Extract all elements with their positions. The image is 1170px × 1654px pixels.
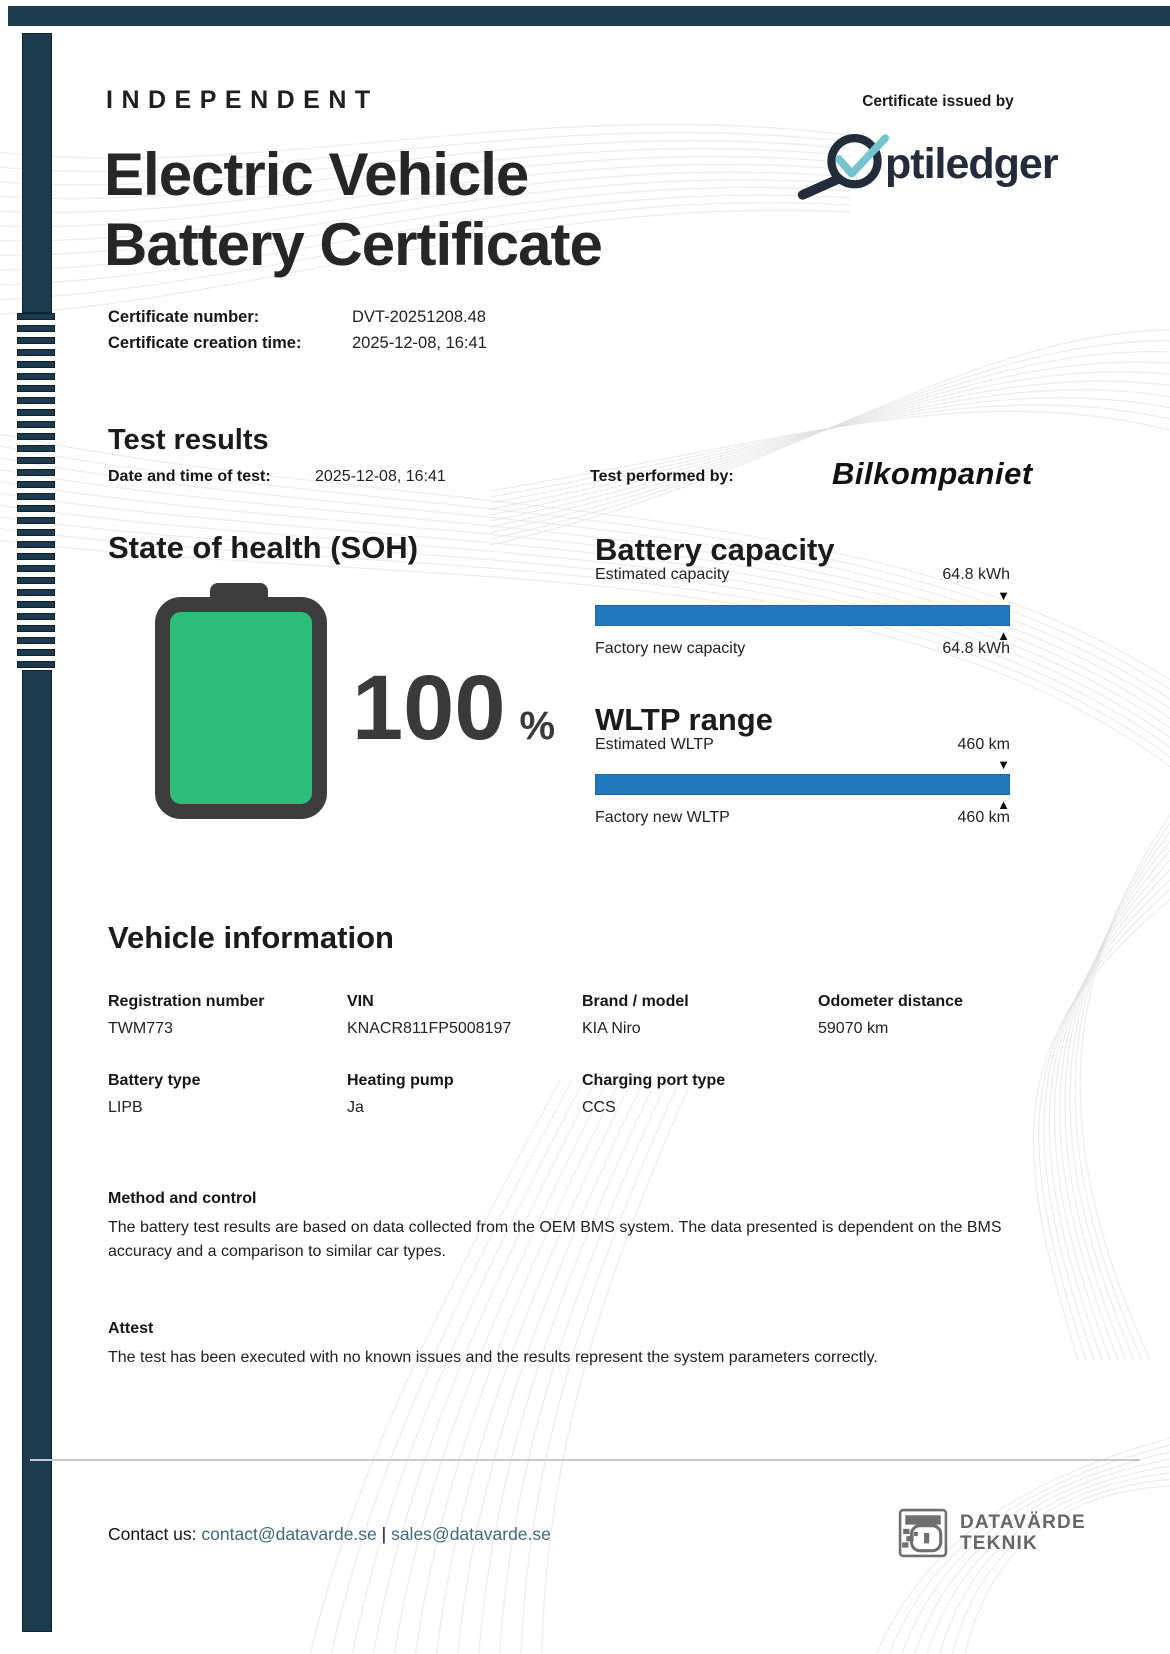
field-value: 59070 km [818, 1020, 889, 1037]
page-title-line1: Electric Vehicle [104, 141, 529, 208]
estimated-capacity-label: Estimated capacity [595, 566, 730, 583]
rail-stripe [17, 529, 55, 536]
soh-value [352, 657, 556, 759]
datavarde-line1: DATAVÄRDE [960, 1512, 1086, 1533]
rail-stripe [17, 661, 55, 668]
rail-stripe [17, 589, 55, 596]
footer-divider [30, 1459, 1140, 1461]
rail-stripe [17, 553, 55, 560]
field-label: Brand / model [582, 993, 689, 1010]
rail-stripe [17, 457, 55, 464]
sales-email-link[interactable]: sales@datavarde.se [391, 1524, 551, 1544]
rail-stripe [17, 577, 55, 584]
rail-stripe [17, 385, 55, 392]
soh-number: 100 [352, 657, 506, 759]
rail-stripe [17, 445, 55, 452]
rail-stripe [17, 625, 55, 632]
rail-stripe [17, 373, 55, 380]
vehicle-field [347, 993, 582, 1038]
vehicle-field [582, 993, 818, 1038]
test-results-heading: Test results [108, 424, 269, 456]
estimated-capacity-value: 64.8 kWh [942, 566, 1010, 583]
rail-stripe [17, 397, 55, 404]
issued-by-label: Certificate issued by [862, 93, 1014, 110]
rail-stripe [17, 361, 55, 368]
field-label: Heating pump [347, 1072, 454, 1089]
field-value: TWM773 [108, 1020, 173, 1037]
method-text: The battery test results are based on data collected from the OEM BMS system. The data presented is dependent on the BMS accuracy and a comparison to similar car types. [108, 1219, 1002, 1260]
rail-stripe [17, 517, 55, 524]
rail-stripe [17, 409, 55, 416]
method-heading: Method and control [108, 1190, 257, 1207]
certificate-number-value: DVT-20251208.48 [352, 308, 486, 326]
rail-stripe [17, 541, 55, 548]
optiledger-logo [793, 131, 1058, 201]
field-value: KNACR811FP5008197 [347, 1020, 512, 1037]
rail-stripe [17, 337, 55, 344]
attest-heading: Attest [108, 1320, 154, 1337]
marker-up-icon: ▲ [997, 628, 1010, 643]
field-label: Charging port type [582, 1072, 726, 1089]
datavarde-logo [898, 1508, 1086, 1558]
field-value: KIA Niro [582, 1020, 641, 1037]
rail-stripe [17, 325, 55, 332]
factory-wltp-label: Factory new WLTP [595, 809, 730, 826]
factory-capacity-label: Factory new capacity [595, 640, 746, 657]
datavarde-line2: TEKNIK [960, 1533, 1038, 1554]
rail-stripe [17, 505, 55, 512]
certificate-number-label: Certificate number: [108, 308, 260, 326]
test-date-label: Date and time of test: [108, 468, 271, 485]
page-title [104, 140, 602, 280]
left-rail-stripes [17, 313, 55, 673]
rail-stripe [17, 421, 55, 428]
vehicle-field [108, 1072, 347, 1117]
left-rail-upper [22, 33, 52, 313]
bilkompaniet-wordmark: Bilkompaniet [832, 456, 1033, 491]
rail-stripe [17, 469, 55, 476]
rail-stripe [17, 649, 55, 656]
vehicle-info-heading: Vehicle information [108, 920, 394, 955]
marker-down-icon: ▼ [997, 588, 1010, 603]
rail-stripe [17, 433, 55, 440]
field-value: Ja [347, 1099, 364, 1116]
contact-line [108, 1524, 551, 1545]
title-kicker: INDEPENDENT [106, 86, 379, 114]
wltp-bar-fill [595, 774, 1010, 795]
top-accent-bar [8, 6, 1170, 26]
vehicle-field [818, 993, 1060, 1038]
vehicle-field [347, 1072, 582, 1117]
test-date-value: 2025-12-08, 16:41 [315, 468, 446, 485]
field-label: Registration number [108, 993, 265, 1010]
certificate-creation-value: 2025-12-08, 16:41 [352, 334, 487, 352]
contact-label: Contact us: [108, 1524, 197, 1544]
datavarde-logo-icon [898, 1508, 948, 1558]
rail-stripe [17, 313, 55, 320]
factory-capacity-value: 64.8 kWh [942, 640, 1010, 657]
rail-stripe [17, 349, 55, 356]
capacity-bar-track [595, 605, 1010, 626]
rail-stripe [17, 637, 55, 644]
rail-stripe [17, 613, 55, 620]
soh-heading: State of health (SOH) [108, 530, 419, 565]
rail-stripe [17, 565, 55, 572]
wltp-bar-track [595, 774, 1010, 795]
field-label: Battery type [108, 1072, 201, 1089]
battery-icon [155, 597, 327, 819]
datavarde-logo-text [960, 1512, 1086, 1554]
soh-unit: % [519, 704, 556, 748]
vehicle-field [108, 993, 347, 1038]
wltp-heading: WLTP range [595, 702, 773, 737]
factory-wltp-value: 460 km [957, 809, 1010, 826]
email-separator: | [381, 1524, 387, 1544]
marker-down-icon: ▼ [997, 757, 1010, 772]
rail-stripe [17, 493, 55, 500]
battery-capacity-heading: Battery capacity [595, 532, 835, 567]
issuer-wordmark: ptiledger [885, 139, 1058, 188]
optiledger-magnifier-icon [793, 131, 893, 201]
vehicle-field [582, 1072, 818, 1117]
attest-text: The test has been executed with no known issues and the results represent the system parameters correctly. [108, 1349, 878, 1366]
rail-stripe [17, 601, 55, 608]
certificate-creation-label: Certificate creation time: [108, 334, 302, 352]
vehicle-info-row-2 [108, 1072, 1060, 1117]
estimated-wltp-value: 460 km [957, 736, 1010, 753]
estimated-wltp-label: Estimated WLTP [595, 736, 714, 753]
capacity-bar-fill [595, 605, 1010, 626]
field-value: CCS [582, 1099, 616, 1116]
field-value: LIPB [108, 1099, 143, 1116]
left-rail-lower [22, 670, 52, 1632]
page-title-line2: Battery Certificate [104, 211, 602, 278]
test-performer-label: Test performed by: [590, 468, 734, 485]
vehicle-info-row-1 [108, 993, 1060, 1038]
rail-stripe [17, 481, 55, 488]
field-label: VIN [347, 993, 374, 1010]
field-label: Odometer distance [818, 993, 963, 1010]
vehicle-field-empty [818, 1072, 1060, 1117]
marker-up-icon: ▲ [997, 797, 1010, 812]
contact-email-link[interactable]: contact@datavarde.se [201, 1524, 377, 1544]
